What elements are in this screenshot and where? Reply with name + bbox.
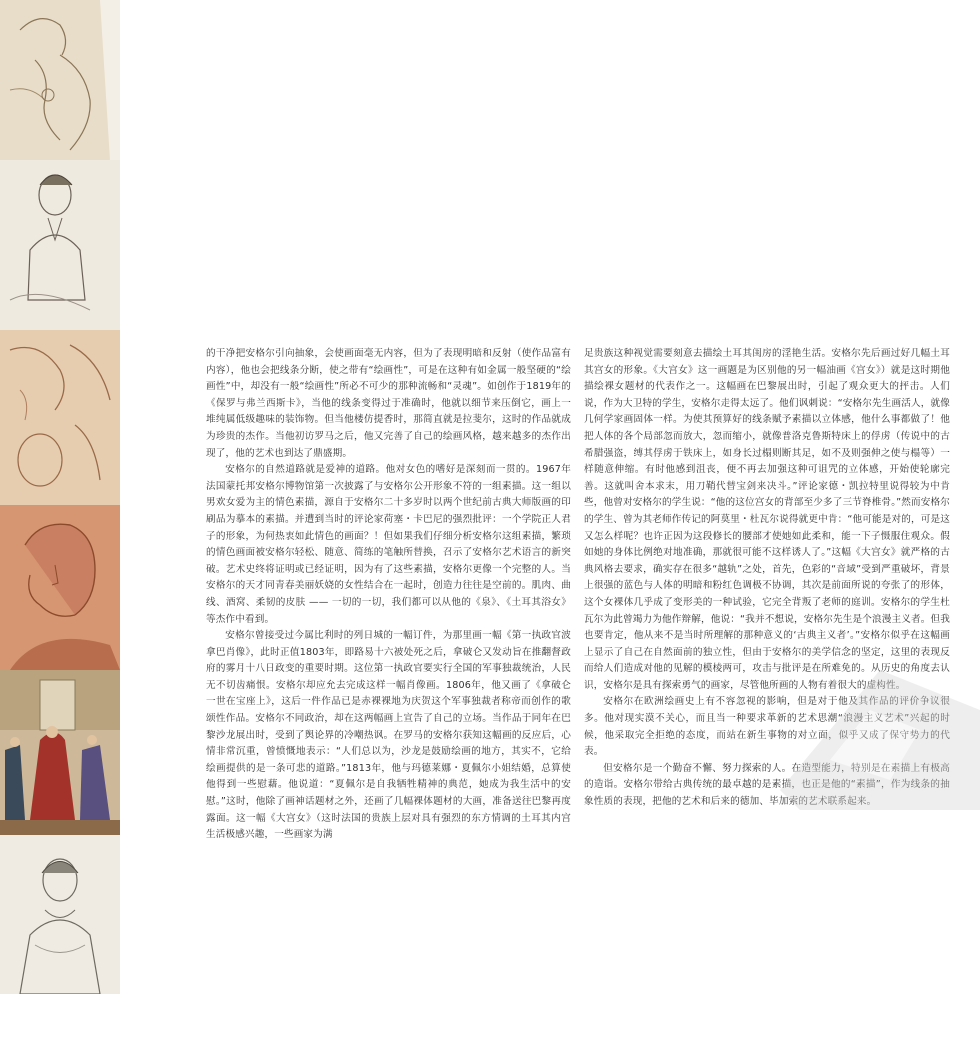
young-man-portrait-thumb — [0, 160, 120, 330]
paragraph: 安格尔的自然道路就是爱神的道路。他对女色的嗜好是深刻而一贯的。1967年法国蒙托邦安格尔博物馆第一次披露了与安格尔公开形象不符的一组素描。这一组以男欢女爱为主的情色素描，源自于安格尔二十多岁时以两个世纪前古典大师版画的印刷品为摹本的素描。并遭到当时的评论家荷塞・卡巴尼的强烈批评：一个学院正人君子的形象，为何热衷如此情色的画面？！但如果我们仔细分析安格尔这组素描，繁琐的情色画面被安格尔轻松、随意、简练的笔触所替换，召示了安格尔艺术语言的新突破。艺术史终将证明或已经证明，因为有了这些素描，安格尔更像一个完整的人。当安格尔的天才同青春美丽妖娆的女性结合在一起时，创造力往往是空前的。肌肉、曲线、酒窝、柔韧的皮肤 —— 一切的一切，我们都可以从他的《泉》、《土耳其浴女》等杰作中看到。 — [206, 464, 571, 625]
paragraph: 安格尔曾接受过今属比利时的列日城的一幅订件，为那里画一幅《第一执政官波拿巴肖像》，此时正值1803年，即路易十六被处死之后，拿破仑又发动旨在推翻督政府的雾月十八日政变的重要时期。这位第一执政官要实行全国的军事独裁统治，人民无不切齿痛恨。安格尔却应允去完成这样一幅肖像画。1806年，他又画了《拿破仑一世在宝座上》，这后一件作品已是赤裸裸地为庆贺这个军事独裁者称帝而创作的歌颂性作品。安格尔不同政治，却在这两幅画上宣告了自己的立场。当作品于同年在巴黎沙龙展出时，受到了舆论界的冷嘲热讽。在罗马的安格尔获知这幅画的反应后，心情非常沉重，曾愤慨地表示：“人们总以为，沙龙是鼓励绘画的地方，其实不，它给绘画提供的是一条可悲的道路。”1813年，他与玛德莱娜・夏佩尔小姐结婚，总算使他得到一些慰藉。他说道：“夏佩尔是自我牺牲精神的典范，她成为我生活中的安慰。”这时，他除了画神话题材之外，还画了几幅裸体题材的大画，准备送往巴黎再度露面。这一幅《大宫女》（这时法国的贵族上层对具有强烈的东方情调的土耳其内宫生活极感兴趣，一些画家为满 — [206, 630, 571, 841]
female-nude-sketch-thumb — [0, 0, 120, 160]
paragraph: 足贵族这种视觉需要刻意去描绘土耳其闺房的淫艳生活。安格尔先后画过好几幅土耳其宫女的形象。《大宫女》这一画题是为区别他的另一幅油画《宫女》）就是这时期他描绘裸女题材的代表作之一。这幅画在巴黎展出时，引起了观众更大的抨击。人们说，作为大卫特的学生，安格尔走得太远了。他们讽刺说：“安格尔先生画活人，就像几何学家画固体一样。为使其预算好的线条赋予素描以立体感，他什么事都做了！他把人体的各个局部忽而放大，忽而缩小，就像普洛克鲁斯特床上的俘虏（传说中的古希腊强盗，缚其俘虏于铁床上，如身长过榻则断其足，如不及则强伸之使与榻等）一样随意伸缩。有时他感到沮丧，便不再去加强这种可诅咒的立体感，开始使轮廓完善。这就叫舍本求末，用刀鞘代替宝剑来决斗。”评论家德・凯拉特里说得较为中肯些，他曾对安格尔的学生说：“他的这位宫女的背部至少多了三节脊椎骨。”然而安格尔的学生、曾为其老师作传记的阿莫里・杜瓦尔说得就更中肯：“他可能是对的，可是这又怎么样呢？也许正因为这段修长的腰部才使她如此柔和，能一下子慑服住观众。假如她的身体比例绝对地准确，那就很可能不这样诱人了。”这幅《大宫女》就严格的古典风格去要求，确实存在很多“越轨”之处，首先，色彩的“音域”受到严重破坏，背景上很强的蓝色与人体的明暗和粉红色调极不协调，其次是前面所说的夸张了的形体，这个女裸体几乎成了变形美的一种试验，它完全背叛了老师的庭训。安格尔的学生杜瓦尔为此曾竭力为他作辩解，他说：“我并不想说，安格尔先生是个浪漫主义者。但我也要肯定，他从来不是当时所理解的那种意义的‘古典主义者’。”安格尔似乎在这幅画上显示了自己在自然面前的独立性，但由于安格尔的美学信念的坚定，这里的表现反而给人们造成对他的见解的模棱两可，攻击与批评是在所难免的。从历史的角度去认识，安格尔是具有探索勇气的画家，尽管他所画的人物有着很大的虚构性。 — [584, 348, 950, 691]
court-scene-painting-thumb — [0, 670, 120, 835]
lady-portrait-sketch-thumb — [0, 835, 120, 994]
paragraph: 的干净把安格尔引向抽象，会使画面毫无内容，但为了表现明暗和反射（使作品富有内容），他也会把线条分断，使之带有“绘画性”，可是在这种有如金属一般坚硬的“绘画性”中，却没有一般“绘画性”所必不可少的那种流畅和“灵魂”。如创作于1819年的《保罗与弗兰西斯卡》，当他的线条变得过于准确时，他就以细节来压倒它，画上一堆纯属低级趣味的装饰物。但当他楼仿提香时，那简直就是拉斐尔，这时的作品就成为珍贵的杰作。当他初访罗马之后，他又完善了自己的绘画风格，越来越多的杰作出现了，他的艺术也到达了鼎盛期。 — [206, 348, 571, 459]
thumbnail-strip — [0, 0, 120, 994]
old-man-red-chalk-thumb — [0, 505, 120, 670]
watermark-logo-icon — [760, 650, 980, 810]
paragraph: 安格尔在欧洲绘画史上有不容忽视的影响，但是对于他及其作品的评价争议很多。他对现实漠不关心，而且当一种要求革新的艺术思潮“浪漫主义艺术”兴起的时候，他采取完全拒绝的态度，而站在新生事物的对立面，似乎又成了保守势力的代表。 — [584, 696, 950, 758]
anatomy-study-thumb — [0, 330, 120, 505]
left-text-column — [206, 346, 571, 844]
paragraph: 但安格尔是一个勤奋不懈、努力探索的人。在造型能力，特别是在素描上有极高的造诣。安格尔带给古典传统的最卓越的是素描，也正是他的“素描”，作为线条的抽象性质的表现，把他的艺术和后来的德加、毕加索的艺术联系起来。 — [584, 762, 950, 808]
